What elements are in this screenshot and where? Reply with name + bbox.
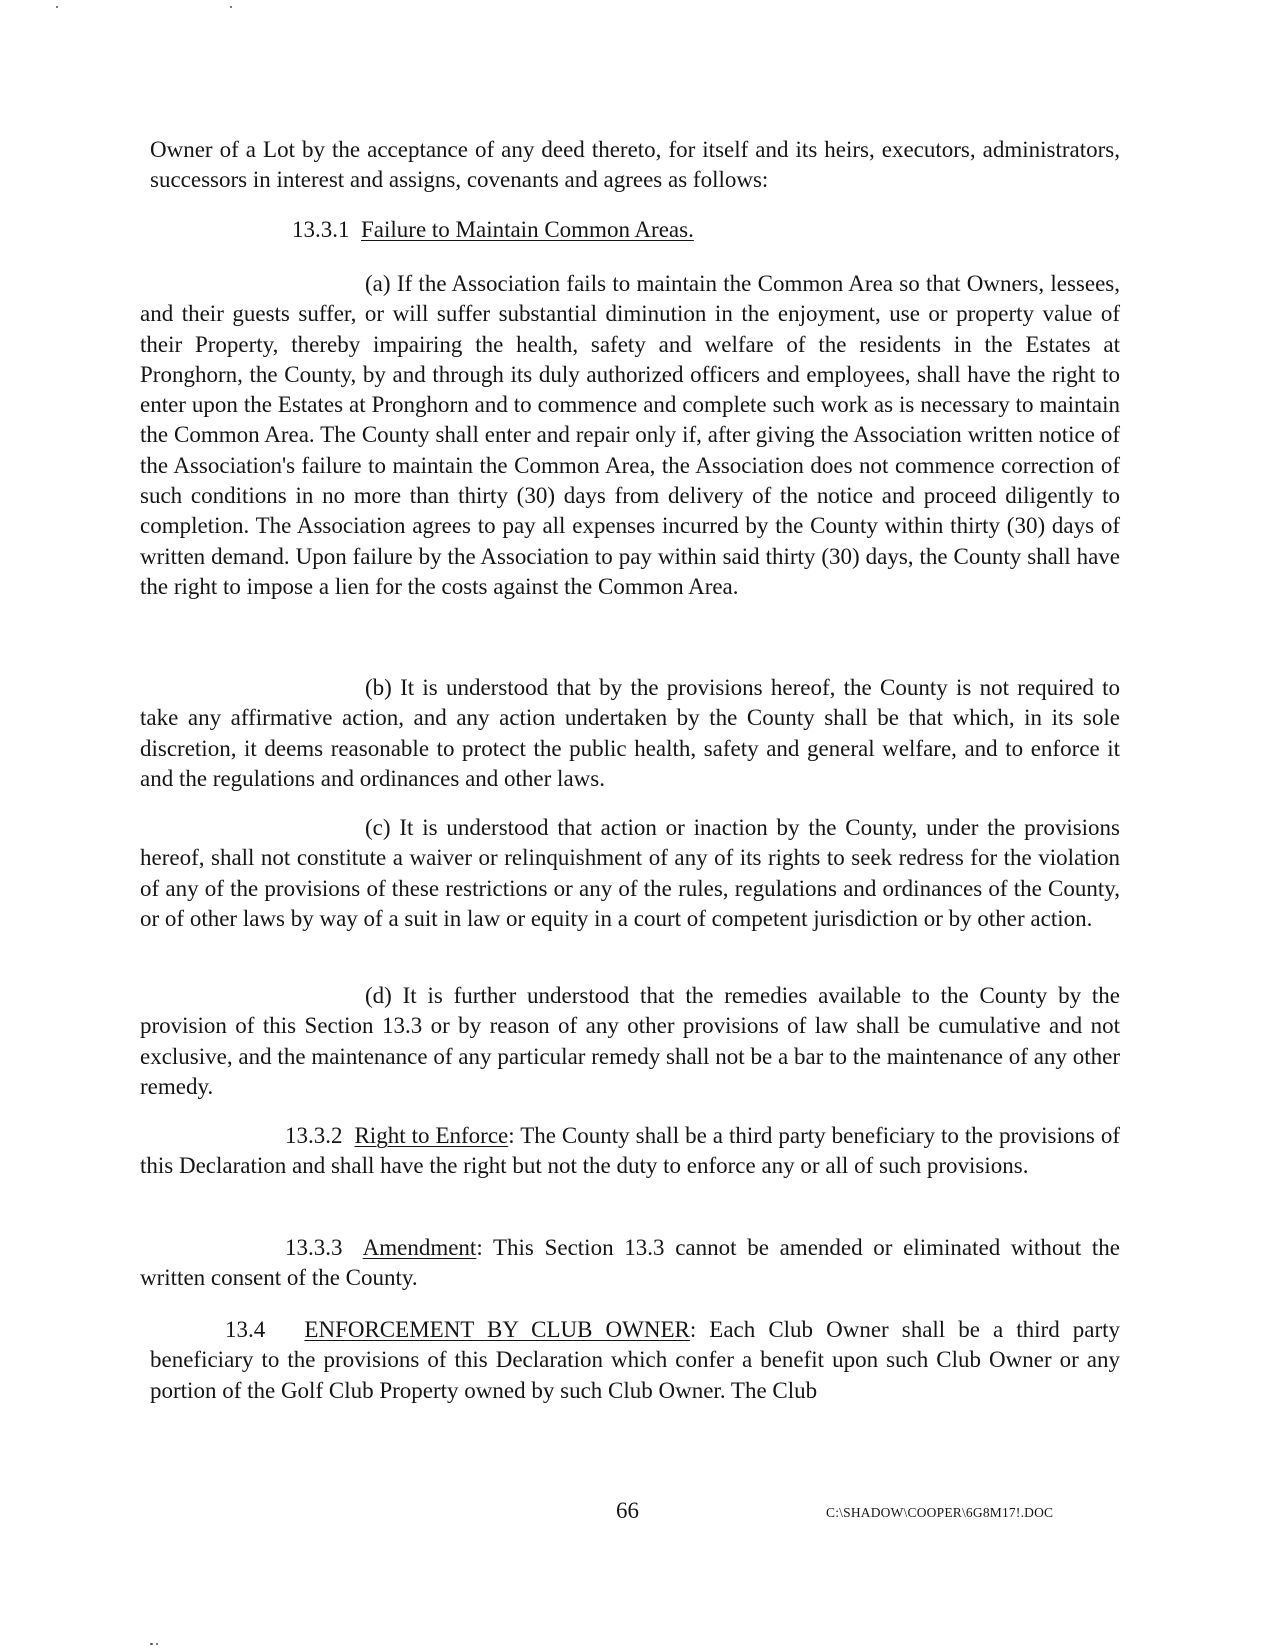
scan-speck (230, 6, 232, 8)
section-title: Right to Enforce (354, 1123, 509, 1148)
section-title: Amendment (362, 1235, 477, 1260)
section-13-3-2 (140, 1121, 1120, 1182)
intro-paragraph: Owner of a Lot by the acceptance of any deed thereto, for itself and its heirs, executors, administrators, successors in interest and assigns, covenants and agrees as follows: (150, 137, 1120, 193)
section-13-4 (150, 1315, 1120, 1406)
section-body: : This Section 13.3 cannot be amended or eliminated without the written consent of the County. (140, 1235, 1121, 1291)
section-title: ENFORCEMENT BY CLUB OWNER (304, 1317, 690, 1342)
section-13-3-3 (140, 1233, 1120, 1294)
section-body: : Each Club Owner shall be a third party beneficiary to the provisions of this Declaration which confer a benefit upon such Club Owner or any portion of the Golf Club Property owned by such Club Owner. The Club (150, 1317, 1120, 1403)
scan-speck (150, 1643, 153, 1645)
paragraph-a: (a) If the Association fails to maintain the Common Area so that Owners, lessees, and their guests suffer, or will suffer substantial diminution in the enjoyment, use or property value of their Property, thereby impairing the health, safety and welfare of the residents in the Estates at Pronghorn, the County, by and through its duly authorized officers and employees, shall have the right to enter upon the Estates at Pronghorn and to commence and complete such work as is necessary to maintain the Common Area. The County shall enter and repair only if, after giving the Association written notice of the Association's failure to maintain the Common Area, the Association does not commence correction of such conditions in no more than thirty (30) days from delivery of the notice and proceed diligently to completion. The Association agrees to pay all expenses incurred by the County within thirty (30) days of written demand. Upon failure by the Association to pay within said thirty (30) days, the County shall have the right to impose a lien for the costs against the Common Area. (140, 271, 1120, 599)
section-number: 13.3.1 (292, 217, 350, 242)
scan-speck (156, 1643, 158, 1645)
paragraph-b: (b) It is understood that by the provisions hereof, the County is not required to take any affirmative action, and any action undertaken by the County shall be that which, in its sole discretion, it deems reasonable to protect the public health, safety and general welfare, and to enforce it and the regulations and ordinances and other laws. (140, 675, 1120, 791)
section-13-3-1-heading (292, 215, 694, 245)
scan-speck (56, 6, 58, 8)
section-title: Failure to Maintain Common Areas. (361, 217, 694, 242)
section-number: 13.3.3 (285, 1235, 343, 1260)
section-body: : The County shall be a third party beneficiary to the provisions of this Declaration and shall have the right but not the duty to enforce any or all of such provisions. (140, 1123, 1120, 1179)
paragraph-d: (d) It is further understood that the remedies available to the County by the provision of this Section 13.3 or by reason of any other provisions of law shall be cumulative and not exclusive, and the maintenance of any particular remedy shall not be a bar to the maintenance of any other remedy. (140, 983, 1120, 1099)
page-number: 66 (616, 1498, 639, 1523)
section-number: 13.3.2 (285, 1123, 343, 1148)
paragraph-c: (c) It is understood that action or inaction by the County, under the provisions hereof, shall not constitute a waiver or relinquishment of any of its rights to seek redress for the violation of any of the provisions of these restrictions or any of the rules, regulations and ordinances of the County, or of other laws by way of a suit in law or equity in a court of competent jurisdiction or by other action. (140, 815, 1120, 931)
section-number: 13.4 (225, 1317, 266, 1342)
file-path: C:\SHADOW\COOPER\6G8M17!.DOC (826, 1505, 1054, 1520)
